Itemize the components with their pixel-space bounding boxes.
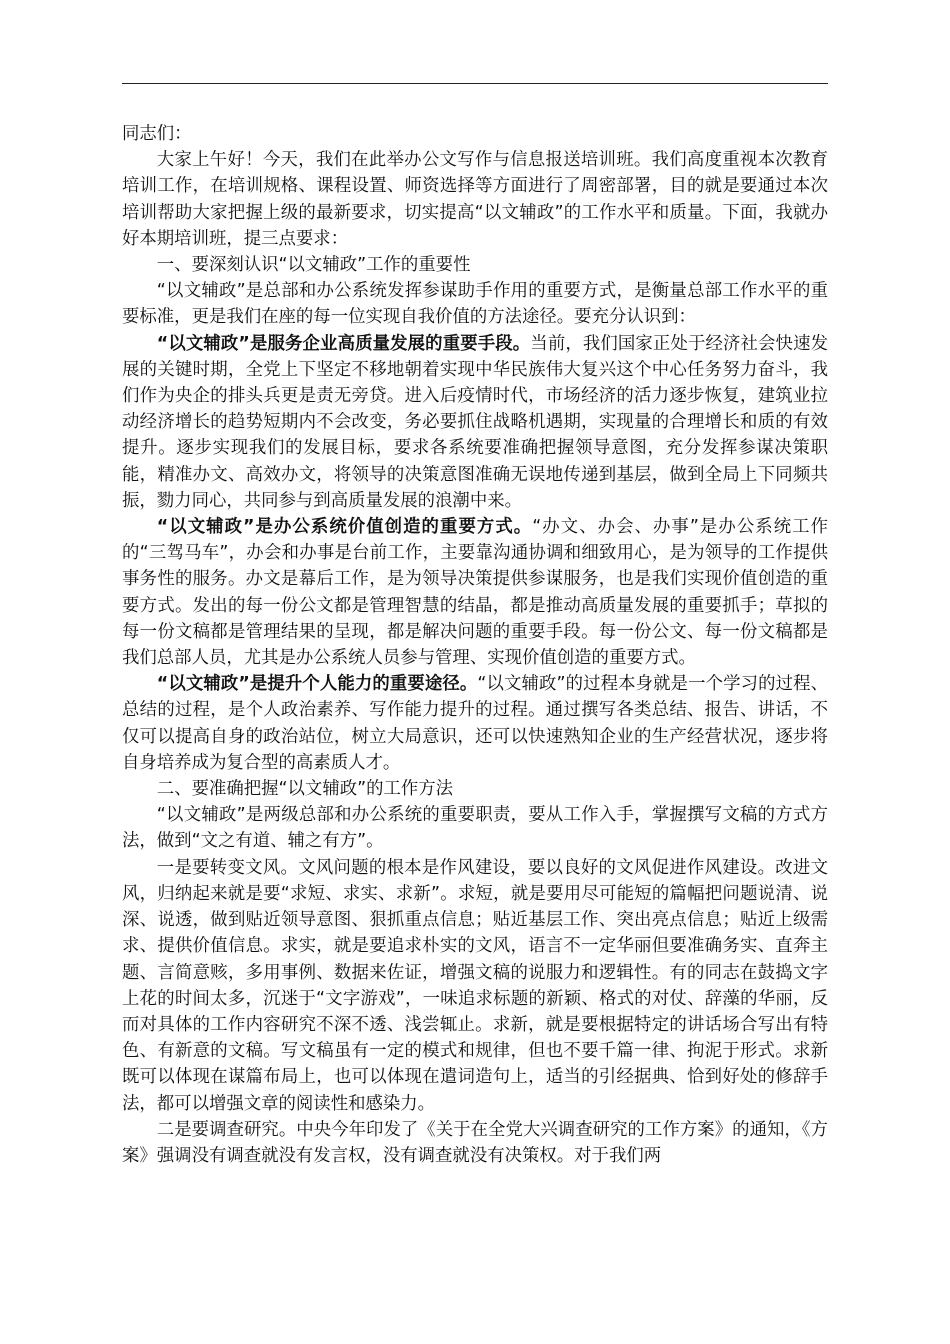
paragraph-point-2: “以文辅政”是办公系统价值创造的重要方式。“办文、办会、办事”是办公系统工作的“三驾马车”，办会和办事是台前工作，主要靠沟通协调和细致用心，是为领导的工作提供事务性的服务。办文是幕后工作，是为领导决策提供参谋服务，也是我们实现价值创造的重要方式。发出的每一份公文都是管理智慧的结晶，都是推动高质量发展的重要抓手；草拟的每一份文稿都是管理结果的呈现，都是解决问题的重要手段。每一份公文、每一份文稿都是我们总部人员，尤其是办公系统人员参与管理、实现价值创造的重要方式。	[122, 517, 828, 669]
section-heading-1: 一、要深刻认识“以文辅政”工作的重要性	[156, 255, 471, 276]
paragraph-lead: “以文辅政”是办公系统价值创造的重要方式。	[156, 517, 533, 538]
paragraph-point-1: “以文辅政”是服务企业高质量发展的重要手段。当前，我们国家正处于经济社会快速发展的关键时期，全党上下坚定不移地朝着实现中华民族伟大复兴这个中心任务努力奋斗，我们作为央企的排头兵更是责无旁贷。进入后疫情时代，市场经济的活力逐步恢复，建筑业拉动经济增长的趋势短期内不会改变，务必要抓住战略机遇期，实现量的合理增长和质的有效提升。逐步实现我们的发展目标，要求各系统要准确把握领导意图，充分发挥参谋决策职能，精准办文、高效办文，将领导的决策意图准确无误地传递到基层，做到全局上下同频共振，勠力同心，共同参与到高质量发展的浪潮中来。	[122, 333, 828, 511]
paragraph-method-2: 二是要调查研究。中央今年印发了《关于在全党大兴调查研究的工作方案》的通知，《方案》强调没有调查就没有发言权，没有调查就没有决策权。对于我们两	[122, 1119, 828, 1166]
paragraph-lead: “以文辅政”是提升个人能力的重要途径。	[156, 674, 478, 695]
salutation: 同志们：	[122, 124, 192, 144]
paragraph-method-1: 一是要转变文风。文风问题的根本是作风建设，要以良好的文风促进作风建设。改进文风，归纳起来就是要“求短、求实、求新”。求短，就是要用尽可能短的篇幅把问题说清、说深、说透，做到贴近领导意图、狠抓重点信息；贴近基层工作、突出亮点信息；贴近上级需求、提供价值信息。求实，就是要追求朴实的文风，语言不一定华丽但要准确务实、直奔主题、言简意赅，多用事例、数据来佐证，增强文稿的说服力和逻辑性。有的同志在鼓捣文字上花的时间太多，沉迷于“文字游戏”，一味追求标题的新颖、格式的对仗、辞藻的华丽，反而对具体的工作内容研究不深不透、浅尝辄止。求新，就是要根据特定的讲话场合写出有特色、有新意的文稿。写文稿虽有一定的模式和规律，但也不要千篇一律、拘泥于形式。求新既可以体现在谋篇布局上，也可以体现在遣词造句上，适当的引经据典、恰到好处的修辞手法，都可以增强文章的阅读性和感染力。	[122, 857, 828, 1114]
section-heading-2: 二、要准确把握“以文辅政”的工作方法	[156, 779, 454, 800]
paragraph-section1-intro: “以文辅政”是总部和办公系统发挥参谋助手作用的重要方式，是衡量总部工作水平的重要标准，更是我们在座的每一位实现自我价值的方法途径。要充分认识到：	[122, 281, 828, 328]
document-body	[122, 121, 828, 1169]
header-rule	[122, 83, 828, 84]
paragraph-lead: “以文辅政”是服务企业高质量发展的重要手段。	[156, 333, 531, 354]
paragraph-section2-intro: “以文辅政”是两级总部和办公系统的重要职责，要从工作入手，掌握撰写文稿的方式方法，做到“文之有道、辅之有方”。	[122, 805, 828, 852]
paragraph-point-3: “以文辅政”是提升个人能力的重要途径。“以文辅政”的过程本身就是一个学习的过程、总结的过程，是个人政治素养、写作能力提升的过程。通过撰写各类总结、报告、讲话，不仅可以提高自身的政治站位，树立大局意识，还可以快速熟知企业的生产经营状况，逐步将自身培养成为复合型的高素质人才。	[122, 674, 828, 773]
paragraph-opening: 大家上午好！今天，我们在此举办公文写作与信息报送培训班。我们高度重视本次教育培训工作，在培训规格、课程设置、师资选择等方面进行了周密部署，目的就是要通过本次培训帮助大家把握上级的最新要求，切实提高“以文辅政”的工作水平和质量。下面，我就办好本期培训班，提三点要求：	[122, 150, 828, 249]
